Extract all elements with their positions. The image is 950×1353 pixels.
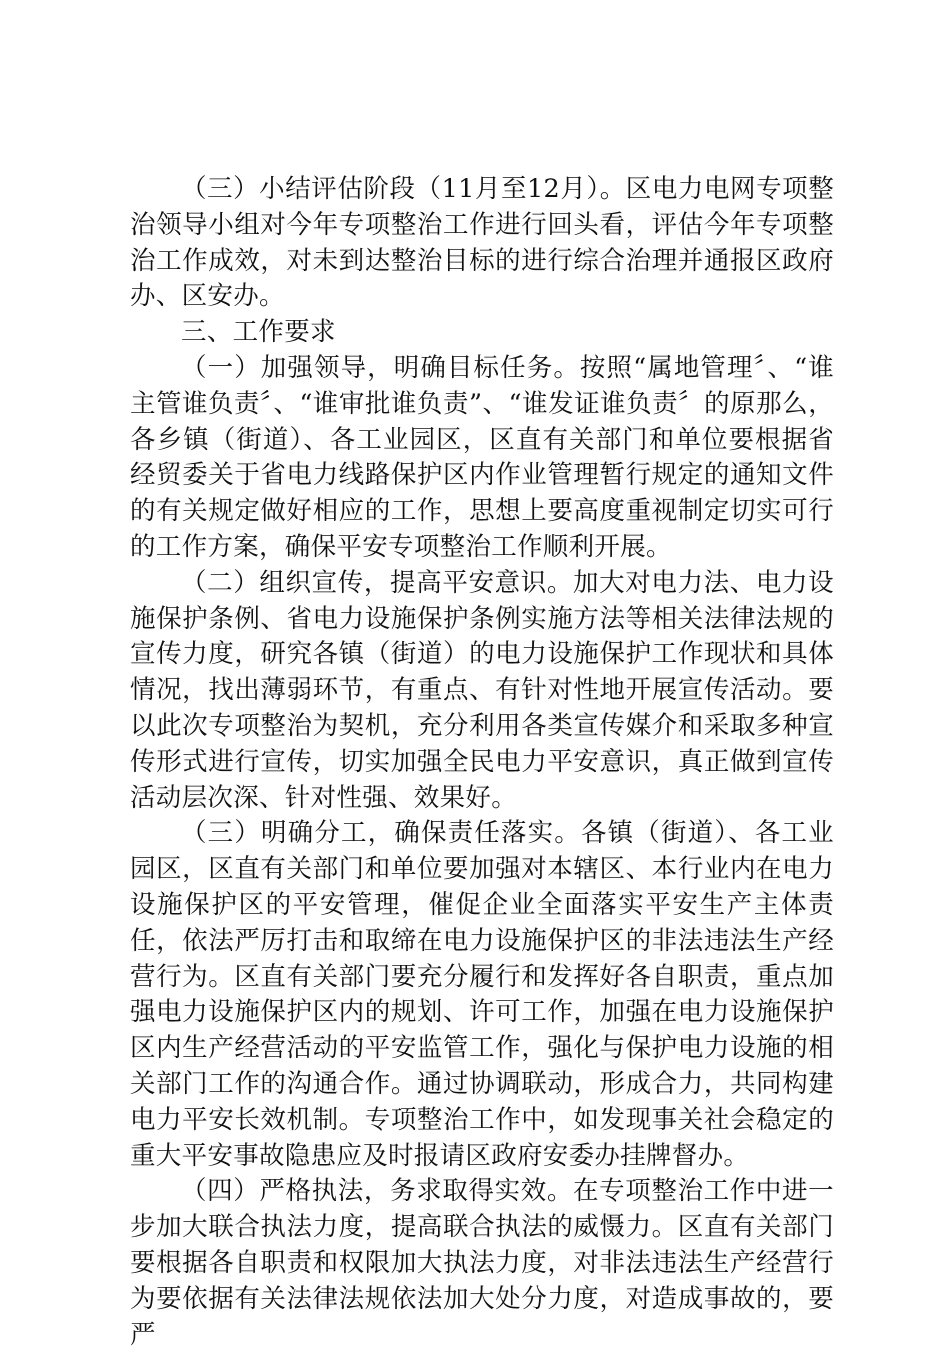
section-heading-work-requirements: 三、工作要求 bbox=[181, 317, 336, 348]
paragraph-strict-enforcement: （四）严格执法，务求取得实效。在专项整治工作中进一步加大联合执法力度，提高联合执法的威慑力。区直有关部门要根据各自职责和权限加大执法力度，对非法违法生产经营行为要依据有关法律法规依法加大处分力度，对造成事故的，要严 bbox=[130, 1176, 834, 1350]
paragraph-clarify-division: （三）明确分工，确保责任落实。各镇（街道）、各工业园区，区直有关部门和单位要加强对本辖区、本行业内在电力设施保护区的平安管理，催促企业全面落实平安生产主体责任，依法严厉打击和取缔在电力设施保护区的非法违法生产经营行为。区直有关部门要充分履行和发挥好各自职责，重点加强电力设施保护区内的规划、许可工作，加强在电力设施保护区内生产经营活动的平安监管工作，强化与保护电力设施的相关部门工作的沟通合作。通过协调联动，形成合力，共同构建电力平安长效机制。专项整治工作中，如发现事关社会稳定的重大平安事故隐患应及时报请区政府安委办挂牌督办。 bbox=[130, 818, 834, 1171]
document-body bbox=[130, 172, 834, 1353]
paragraph-strengthen-leadership: （一）加强领导，明确目标任务。按照“属地管理〞、“谁主管谁负责〞、“谁审批谁负责”、“谁发证谁负责〞的原那么，各乡镇（街道）、各工业园区，区直有关部门和单位要根据省经贸委关于省电力线路保护区内作业管理暂行规定的通知文件的有关规定做好相应的工作，思想上要高度重视制定切实可行的工作方案，确保平安专项整治工作顺利开展。 bbox=[130, 352, 834, 562]
paragraph-summary-stage: （三）小结评估阶段（11月至12月）。区电力电网专项整治领导小组对今年专项整治工作进行回头看，评估今年专项整治工作成效，对未到达整治目标的进行综合治理并通报区政府办、区安办。 bbox=[130, 174, 834, 312]
paragraph-organize-publicity: （二）组织宣传，提高平安意识。加大对电力法、电力设施保护条例、省电力设施保护条例实施方法等相关法律法规的宣传力度，研究各镇（街道）的电力设施保护工作现状和具体情况，找出薄弱环节，有重点、有针对性地开展宣传活动。要以此次专项整治为契机，充分利用各类宣传媒介和采取多种宣传形式进行宣传，切实加强全民电力平安意识，真正做到宣传活动层次深、针对性强、效果好。 bbox=[130, 567, 834, 813]
